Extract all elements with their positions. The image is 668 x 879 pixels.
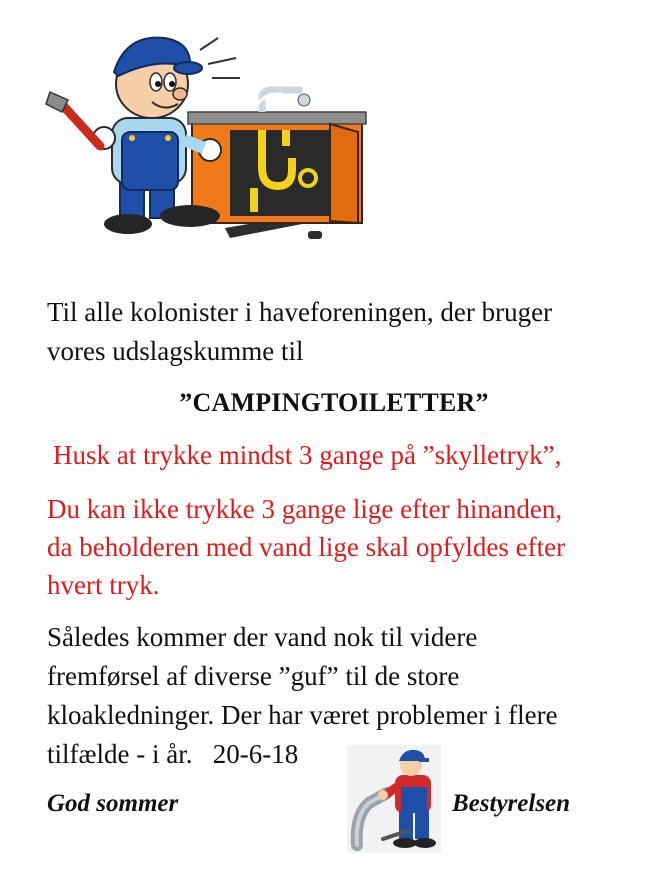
notice-heading: ”CAMPINGTOILETTER” [179, 388, 489, 417]
reminder-line: Husk at trykke mindst 3 gange på ”skylletryk”, [53, 440, 562, 470]
intro-line-1: Til alle kolonister i haveforeningen, der bruger [47, 297, 553, 327]
body-line-1: Således kommer der vand nok til videre [47, 622, 478, 652]
body-line-4: tilfælde - i år. 20-6-18 [47, 739, 299, 769]
warning-line-2: da beholderen med vand lige skal opfyldes efter [47, 532, 566, 562]
plumber-with-pipe-illustration [347, 745, 441, 853]
warning-line-1: Du kan ikke trykke 3 gange lige efter hinanden, [47, 494, 563, 524]
greeting: God sommer [47, 790, 179, 817]
body-line-3: kloakledninger. Der har været problemer i flere [47, 700, 558, 730]
body-line-2: fremførsel af diverse ”guf” til de store [47, 661, 460, 691]
warning-line-3: hvert tryk. [47, 570, 160, 600]
signature: Bestyrelsen [452, 790, 571, 817]
intro-line-2: vores udslagskumme til [47, 336, 304, 366]
plumber-at-sink-illustration [40, 28, 370, 253]
